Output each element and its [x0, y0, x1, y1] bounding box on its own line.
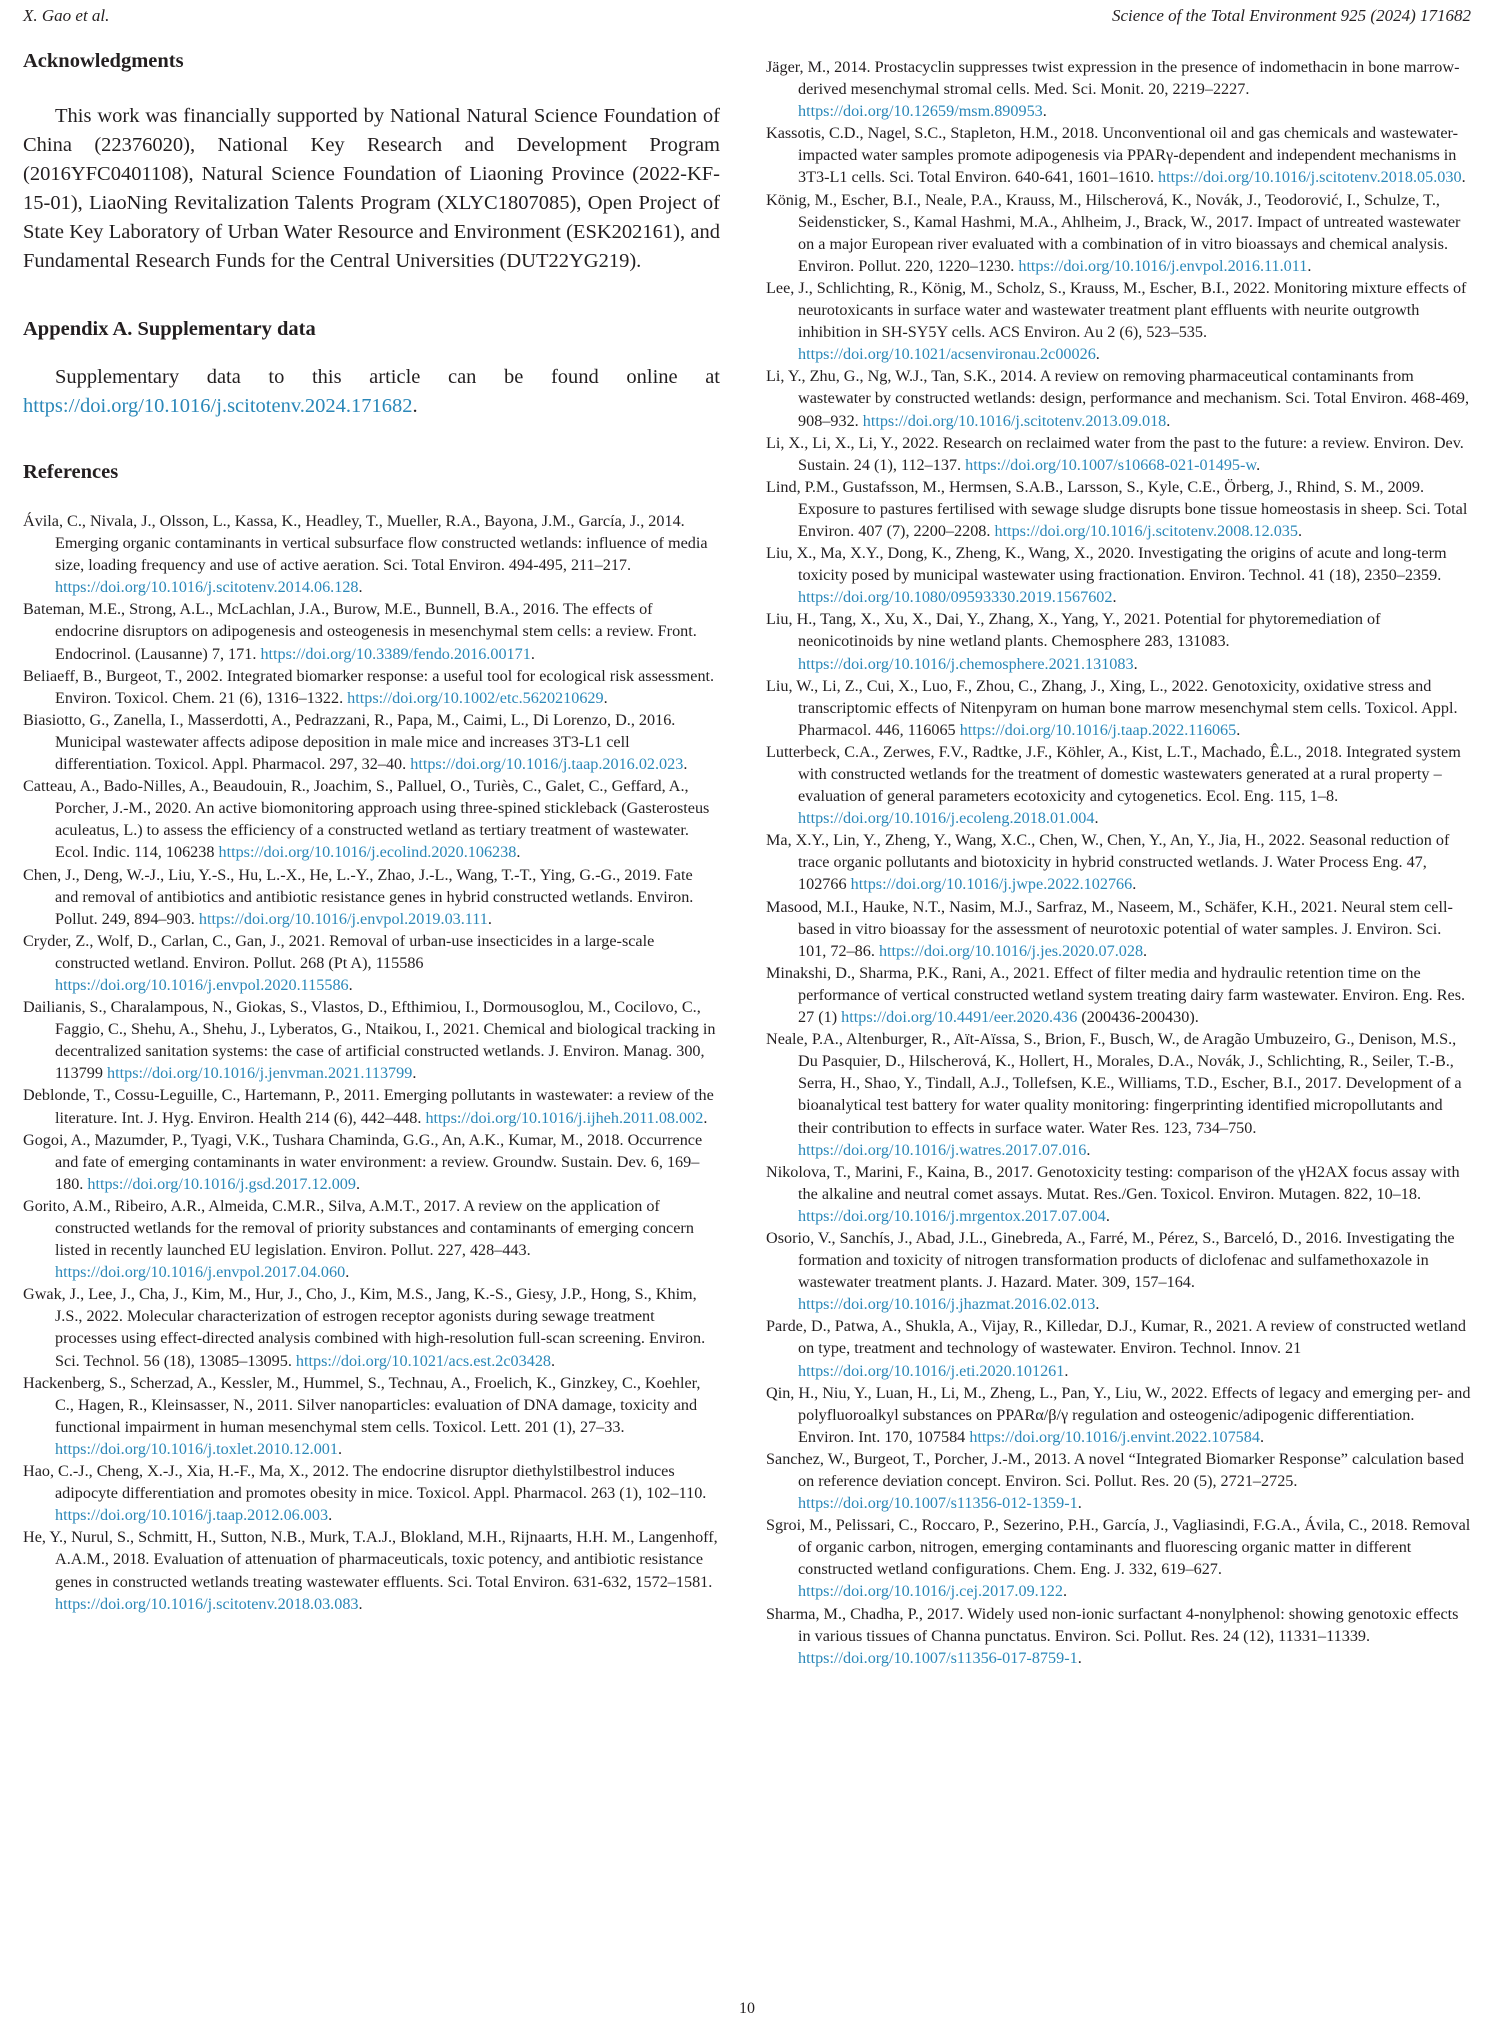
reference-doi-link[interactable]: https://doi.org/10.1021/acs.est.2c03428: [295, 1351, 552, 1370]
reference-entry: [766, 1161, 1471, 1227]
reference-entry: [23, 996, 720, 1084]
reference-entry: [766, 829, 1471, 895]
reference-text: Lee, J., Schlichting, R., König, M., Scholz, S., Krauss, M., Escher, B.I., 2022. Monitoring mixture effects of neurotoxicants in surface water and wastewater treatment plant effluents with neurite outgrowth inhibition in SH-SY5Y cells. ACS Environ. Au 2 (6), 523–535.: [766, 278, 1467, 342]
reference-text: Ávila, C., Nivala, J., Olsson, L., Kassa, K., Headley, T., Mueller, R.A., Bayona, J.M., García, J., 2014. Emerging organic contaminants in vertical subsurface flow constructed wetlands: influence of media size, loading frequency and use of active aeration. Sci. Total Environ. 494-495, 211–217.: [23, 512, 708, 575]
header-authors: X. Gao et al.: [23, 6, 110, 25]
reference-text: Gwak, J., Lee, J., Cha, J., Kim, M., Hur, J., Cho, J., Kim, M.S., Jang, K.-S., Giesy, J.P., Hong, S., Khim, J.S., 2022. Molecular characterization of estrogen receptor agonists during sewage treatment processes using effect-directed analysis combined with high-resolution full-scan screening. Environ. Sci. Technol. 56 (18), 13085–13095.: [23, 1285, 706, 1370]
reference-text: Liu, X., Ma, X.Y., Dong, K., Zheng, K., Wang, X., 2020. Investigating the origins of acute and long-term toxicity posed by municipal wastewater using fractionation. Environ. Technol. 41 (18), 2350–2359.: [766, 544, 1447, 585]
reference-entry: [766, 741, 1471, 829]
reference-text: König, M., Escher, B.I., Neale, P.A., Krauss, M., Hilscherová, K., Novák, J., Teodorović, I., Schulze, T., Seidensticker, S., Kamal Hashmi, M.A., Ahlheim, J., Brack, W., 2017. Impact of untreated wastewater on a major European river evaluated with a combination of in vitro bioassays and chemical analysis. Environ. Pollut. 220, 1220–1230.: [766, 190, 1461, 275]
reference-entry: [766, 542, 1471, 608]
reference-entry: [766, 1448, 1471, 1514]
reference-entry: [766, 1514, 1471, 1602]
reference-doi-link[interactable]: https://doi.org/10.1016/j.jwpe.2022.102766: [850, 875, 1133, 894]
reference-doi-link[interactable]: https://doi.org/10.4491/eer.2020.436: [841, 1008, 1078, 1027]
reference-doi-link[interactable]: https://doi.org/10.1016/j.chemosphere.2021.131083: [798, 654, 1134, 673]
reference-tail: .: [1256, 455, 1261, 474]
reference-text: Parde, D., Patwa, A., Shukla, A., Vijay, R., Killedar, D.J., Kumar, R., 2021. A review of constructed wetland on type, treatment and technology of wastewater. Environ. Technol. Innov. 21: [766, 1317, 1466, 1358]
reference-entry: [766, 56, 1471, 122]
reference-tail: .: [1077, 1648, 1082, 1667]
reference-doi-link[interactable]: https://doi.org/10.1016/j.envint.2022.107584: [969, 1427, 1260, 1446]
reference-tail: .: [1086, 1140, 1091, 1159]
reference-tail: .: [703, 1108, 708, 1127]
reference-doi-link[interactable]: https://doi.org/10.1016/j.scitotenv.2014.06.128: [55, 578, 359, 597]
reference-doi-link[interactable]: https://doi.org/10.1016/j.jenvman.2021.113799: [107, 1064, 413, 1083]
reference-tail: .: [338, 1439, 343, 1458]
appendix-text: [23, 363, 720, 421]
reference-text: Qin, H., Niu, Y., Luan, H., Li, M., Zheng, L., Pan, Y., Liu, W., 2022. Effects of legacy and emerging per- and polyfluoroalkyl substances on PPARα/β/γ regulation and osteogenic/adipogenic differentiation. Environ. Int. 170, 107584: [766, 1383, 1471, 1446]
reference-doi-link[interactable]: https://doi.org/10.1016/j.ecoleng.2018.01.004: [798, 809, 1095, 828]
reference-entry: [23, 1372, 720, 1460]
reference-text: Lutterbeck, C.A., Zerwes, F.V., Radtke, J.F., Köhler, A., Kist, L.T., Machado, Ê.L., 2018. Integrated system with constructed wetlands for the treatment of domestic wastewaters generated at a rural property – evaluation of general parameters ecotoxicity and cytogenetics. Ecol. Eng. 115, 1–8.: [766, 742, 1461, 806]
reference-text: Sharma, M., Chadha, P., 2017. Widely used non-ionic surfactant 4-nonylphenol: showing genotoxic effects in various tissues of Channa punctatus. Environ. Sci. Pollut. Res. 24 (12), 11331–11339.: [766, 1604, 1459, 1645]
reference-doi-link[interactable]: https://doi.org/10.1016/j.watres.2017.07.016: [798, 1140, 1087, 1159]
reference-text: Ma, X.Y., Lin, Y., Zheng, Y., Wang, X.C., Chen, W., Chen, Y., An, Y., Jia, H., 2022. Seasonal reduction of trace organic pollutants and biotoxicity in hybrid constructed wetlands. J. Water Process Eng. 47, 102766: [766, 831, 1450, 894]
reference-entry: [23, 1084, 720, 1128]
reference-doi-link[interactable]: https://doi.org/10.1016/j.envpol.2019.03.111: [198, 909, 488, 928]
reference-tail: .: [1166, 411, 1171, 430]
reference-tail: .: [1133, 654, 1138, 673]
reference-tail: (200436-200430).: [1077, 1008, 1199, 1027]
reference-tail: .: [348, 975, 353, 994]
reference-tail: .: [358, 578, 363, 597]
reference-tail: .: [1095, 1295, 1100, 1314]
reference-tail: .: [603, 688, 608, 707]
reference-entry: [766, 1382, 1471, 1448]
reference-doi-link[interactable]: https://doi.org/10.1016/j.eti.2020.101261: [798, 1361, 1065, 1380]
reference-text: Kassotis, C.D., Nagel, S.C., Stapleton, H.M., 2018. Unconventional oil and gas chemicals and wastewater-impacted water samples promote adipogenesis via PPARγ-dependent and independent mechanisms in 3T3-L1 cells. Sci. Total Environ. 640-641, 1601–1610.: [766, 124, 1459, 187]
reference-text: Masood, M.I., Hauke, N.T., Nasim, M.J., Sarfraz, M., Naseem, M., Schäfer, K.H., 2021. Neural stem cell-based in vitro bioassay for the assessment of neurotoxic potential of water samples. J. Environ. Sci. 101, 72–86.: [766, 897, 1453, 960]
reference-tail: .: [358, 1594, 363, 1613]
reference-tail: .: [1461, 168, 1466, 187]
running-header: [23, 6, 1471, 34]
reference-doi-link[interactable]: https://doi.org/10.1016/j.taap.2022.116065: [959, 720, 1237, 739]
reference-doi-link[interactable]: https://doi.org/10.1016/j.jhazmat.2016.02.013: [798, 1295, 1096, 1314]
reference-text: Nikolova, T., Marini, F., Kaina, B., 2017. Genotoxicity testing: comparison of the γH2AX focus assay with the alkaline and neutral comet assays. Mutat. Res./Gen. Toxicol. Environ. Mutagen. 822, 10–18.: [766, 1162, 1460, 1203]
reference-tail: .: [487, 909, 492, 928]
reference-entry: [766, 277, 1471, 365]
reference-entry: [766, 432, 1471, 476]
reference-text: Biasiotto, G., Zanella, I., Masserdotti, A., Pedrazzani, R., Papa, M., Caimi, L., Di Lorenzo, D., 2016. Municipal wastewater affects adipose deposition in male mice and increases 3T3-L1 cell differentiation. Toxicol. Appl. Pharmacol. 297, 32–40.: [23, 710, 676, 774]
reference-doi-link[interactable]: https://doi.org/10.1016/j.scitotenv.2018.03.083: [55, 1594, 359, 1613]
reference-tail: .: [328, 1506, 333, 1525]
acknowledgments-heading: Acknowledgments: [23, 50, 184, 72]
reference-doi-link[interactable]: https://doi.org/10.12659/msm.890953: [798, 102, 1043, 121]
reference-doi-link[interactable]: https://doi.org/10.1016/j.envpol.2017.04.060: [55, 1263, 346, 1282]
reference-text: Deblonde, T., Cossu-Leguille, C., Hartemann, P., 2011. Emerging pollutants in wastewater: a review of the literature. Int. J. Hyg. Environ. Health 214 (6), 442–448.: [23, 1086, 714, 1127]
reference-text: Gorito, A.M., Ribeiro, A.R., Almeida, C.M.R., Silva, A.M.T., 2017. A review on the application of constructed wetlands for the removal of priority substances and contaminants of emerging concern listed in recently launched EU legislation. Environ. Pollut. 227, 428–443.: [23, 1196, 694, 1260]
reference-entry: [766, 1028, 1471, 1161]
reference-entry: [23, 665, 720, 709]
reference-entry: [766, 675, 1471, 741]
reference-tail: .: [1112, 588, 1117, 607]
reference-tail: .: [683, 755, 688, 774]
reference-doi-link[interactable]: https://doi.org/10.1016/j.envpol.2020.115586: [55, 975, 349, 994]
reference-entry: [766, 476, 1471, 542]
reference-tail: .: [1236, 720, 1241, 739]
reference-doi-link[interactable]: https://doi.org/10.1016/j.taap.2012.06.003: [55, 1506, 329, 1525]
reference-entry: [766, 1603, 1471, 1669]
reference-doi-link[interactable]: https://doi.org/10.1007/s11356-017-8759-1: [798, 1648, 1078, 1667]
reference-doi-link[interactable]: https://doi.org/10.1016/j.ijheh.2011.08.002: [425, 1108, 704, 1127]
reference-text: Hao, C.-J., Cheng, X.-J., Xia, H.-F., Ma, X., 2012. The endocrine disruptor diethylstilbestrol induces adipocyte differentiation and promotes obesity in mice. Toxicol. Appl. Pharmacol. 263 (1), 102–110.: [23, 1462, 707, 1503]
reference-text: Neale, P.A., Altenburger, R., Aït-Aïssa, S., Brion, F., Busch, W., de Aragão Umbuzeiro, G., Denison, M.S., Du Pasquier, D., Hilscherová, K., Hollert, H., Morales, D.A., Novák, J., Schlichting, R., Seiler, T.-B., Serra, H., Shao, Y., Tindall, A.J., Tollefsen, K.E., Williams, T.D., Escher, B.I., 2017. Development of a bioanalytical test battery for water quality monitoring: fingerprinting identified micropollutants and their contribution to effects in surface water. Water Res. 123, 734–750.: [766, 1030, 1462, 1137]
reference-tail: .: [345, 1263, 350, 1282]
reference-doi-link[interactable]: https://doi.org/10.1016/j.jes.2020.07.028: [878, 941, 1144, 960]
reference-text: He, Y., Nurul, S., Schmitt, H., Sutton, N.B., Murk, T.A.J., Blokland, M.H., Rijnaarts, H.H. M., Langenhoff, A.A.M., 2018. Evaluation of attenuation of pharmaceuticals, toxic potency, and antibiotic resistance genes in constructed wetlands treating wastewater effluents. Sci. Total Environ. 631-632, 1572–1581.: [23, 1528, 718, 1591]
reference-text: Dailianis, S., Charalampous, N., Giokas, S., Vlastos, D., Efthimiou, I., Dormousoglou, M., Cocilovo, C., Faggio, C., Shehu, A., Shehu, J., Lyberatos, G., Ntaikou, I., 2021. Chemical and biological tracking in decentralized sanitation systems: the case of artificial constructed wetlands. J. Environ. Manag. 300, 113799: [23, 998, 716, 1083]
reference-tail: .: [1095, 345, 1100, 364]
appendix-text-end: .: [412, 395, 418, 417]
reference-tail: .: [516, 843, 521, 862]
header-journal: Science of the Total Environment 925 (2024) 171682: [1112, 6, 1471, 25]
reference-text: Cryder, Z., Wolf, D., Carlan, C., Gan, J., 2021. Removal of urban-use insecticides in a large-scale constructed wetland. Environ. Pollut. 268 (Pt A), 115586: [23, 931, 655, 972]
reference-tail: .: [1064, 1361, 1069, 1380]
reference-entry: [766, 1315, 1471, 1381]
reference-tail: .: [551, 1351, 556, 1370]
reference-doi-link[interactable]: https://doi.org/10.1016/j.scitotenv.2018.05.030: [1158, 168, 1462, 187]
reference-doi-link[interactable]: https://doi.org/10.1016/j.taap.2016.02.023: [410, 755, 684, 774]
reference-tail: .: [1132, 875, 1137, 894]
reference-text: Jäger, M., 2014. Prostacyclin suppresses twist expression in the presence of indomethacin in bone marrow-derived mesenchymal stromal cells. Med. Sci. Monit. 20, 2219–2227.: [766, 58, 1460, 99]
reference-entry: [23, 1129, 720, 1195]
reference-tail: .: [1063, 1582, 1068, 1601]
reference-text: Lind, P.M., Gustafsson, M., Hermsen, S.A.B., Larsson, S., Kyle, C.E., Örberg, J., Rhind, S. M., 2009. Exposure to pastures fertilised with sewage sludge disrupts bone tissue homeostasis in sheep. Sci. Total Environ. 407 (7), 2200–2208.: [766, 477, 1468, 540]
left-column: [23, 50, 720, 1615]
reference-entry: [23, 1526, 720, 1614]
reference-entry: [23, 864, 720, 930]
reference-entry: [766, 962, 1471, 1028]
reference-tail: .: [412, 1064, 417, 1083]
reference-text: Minakshi, D., Sharma, P.K., Rani, A., 2021. Effect of filter media and hydraulic retention time on the performance of vertical constructed wetland system treating dairy farm wastewater. Environ. Eng. Res. 27 (1): [766, 963, 1466, 1027]
reference-entry: [23, 1460, 720, 1526]
reference-doi-link[interactable]: https://doi.org/10.1002/etc.5620210629: [347, 688, 604, 707]
reference-doi-link[interactable]: https://doi.org/10.1016/j.cej.2017.09.122: [798, 1582, 1063, 1601]
reference-tail: .: [1307, 256, 1312, 275]
reference-entry: [766, 365, 1471, 431]
reference-text: Osorio, V., Sanchís, J., Abad, J.L., Ginebreda, A., Farré, M., Pérez, S., Barceló, D., 2016. Investigating the formation and toxicity of nitrogen transformation products of diclofenac and sulfamethoxazole in wastewater treatment plants. J. Hazard. Mater. 309, 157–164.: [766, 1228, 1455, 1292]
reference-text: Hackenberg, S., Scherzad, A., Kessler, M., Hummel, S., Technau, A., Froelich, K., Ginzkey, C., Koehler, C., Hagen, R., Kleinsasser, N., 2011. Silver nanoparticles: evaluation of DNA damage, toxicity and functional impairment in human mesenchymal stem cells. Toxicol. Lett. 201 (1), 27–33.: [23, 1373, 701, 1436]
reference-tail: .: [1077, 1494, 1082, 1513]
reference-tail: .: [356, 1174, 361, 1193]
reference-doi-link[interactable]: https://doi.org/10.1016/j.ecolind.2020.106238: [218, 843, 517, 862]
reference-text: Li, X., Li, X., Li, Y., 2022. Research on reclaimed water from the past to the future: a review. Environ. Dev. Sustain. 24 (1), 112–137.: [766, 433, 1464, 474]
reference-doi-link[interactable]: https://doi.org/10.1016/j.gsd.2017.12.009: [87, 1174, 356, 1193]
reference-tail: .: [1105, 1206, 1110, 1225]
reference-entry: [766, 1227, 1471, 1315]
supplementary-link[interactable]: https://doi.org/10.1016/j.scitotenv.2024.171682: [23, 395, 413, 417]
references-list-left: [23, 510, 720, 1615]
appendix-text-body: Supplementary data to this article can be found online at: [55, 366, 720, 388]
reference-text: Catteau, A., Bado-Nilles, A., Beaudouin, R., Joachim, S., Palluel, O., Turiès, C., Galet, C., Geffard, A., Porcher, J.-M., 2020. An active biomonitoring approach using three-spined stickleback (Gasterosteus aculeatus, L.) to assess the efficiency of a constructed wetland as tertiary treatment of wastewater. Ecol. Indic. 114, 106238: [23, 777, 710, 862]
reference-entry: [766, 608, 1471, 674]
appendix-heading: Appendix A. Supplementary data: [23, 318, 316, 340]
reference-tail: .: [530, 644, 535, 663]
reference-doi-link[interactable]: https://doi.org/10.1016/j.toxlet.2010.12.001: [55, 1439, 338, 1458]
reference-tail: .: [1042, 102, 1047, 121]
reference-tail: .: [1259, 1427, 1264, 1446]
reference-entry: [23, 930, 720, 996]
reference-tail: .: [1143, 941, 1148, 960]
reference-text: Li, Y., Zhu, G., Ng, W.J., Tan, S.K., 2014. A review on removing pharmaceutical contaminants from wastewater by constructed wetlands: design, performance and mechanism. Sci. Total Environ. 468-469, 908–932.: [766, 367, 1470, 430]
reference-doi-link[interactable]: https://doi.org/10.1016/j.envpol.2016.11.011: [1018, 256, 1308, 275]
page-number: 10: [739, 2000, 755, 2017]
right-column: [766, 56, 1471, 1669]
reference-entry: [23, 510, 720, 598]
references-heading: References: [23, 461, 119, 483]
reference-doi-link[interactable]: https://doi.org/10.1016/j.mrgentox.2017.07.004: [798, 1206, 1106, 1225]
reference-entry: [766, 896, 1471, 962]
reference-text: Liu, H., Tang, X., Xu, X., Dai, Y., Zhang, X., Yang, Y., 2021. Potential for phytoremediation of neonicotinoids by nine wetland plants. Chemosphere 283, 131083.: [766, 610, 1381, 651]
reference-tail: .: [1298, 521, 1303, 540]
reference-text: Gogoi, A., Mazumder, P., Tyagi, V.K., Tushara Chaminda, G.G., An, A.K., Kumar, M., 2018. Occurrence and fate of emerging contaminants in water environment: a review. Groundw. Sustain. Dev. 6, 169–180.: [23, 1130, 703, 1193]
reference-entry: [766, 122, 1471, 188]
acknowledgments-text: This work was financially supported by National Natural Science Foundation of China (22376020), National Key Research and Development Program (2016YFC0401108), Natural Science Foundation of Liaoning Province (2022-KF-15-01), LiaoNing Revitalization Talents Program (XLYC1807085), Open Project of State Key Laboratory of Urban Water Resource and Environment (ESK202161), and Fundamental Research Funds for the Central Universities (DUT22YG219).: [23, 105, 720, 272]
reference-doi-link[interactable]: https://doi.org/10.1021/acsenvironau.2c00026: [798, 345, 1096, 364]
reference-entry: [23, 598, 720, 664]
reference-text: Chen, J., Deng, W.-J., Liu, Y.-S., Hu, L.-X., He, L.-Y., Zhao, J.-L., Wang, T.-T., Ying, G.-G., 2019. Fate and removal of antibiotics and antibiotic resistance genes in hybrid constructed wetlands. Environ. Pollut. 249, 894–903.: [23, 865, 694, 928]
reference-doi-link[interactable]: https://doi.org/10.1007/s10668-021-01495-w: [965, 455, 1257, 474]
reference-tail: .: [1094, 809, 1099, 828]
reference-doi-link[interactable]: https://doi.org/10.1016/j.scitotenv.2013.09.018: [862, 411, 1167, 430]
reference-text: Bateman, M.E., Strong, A.L., McLachlan, J.A., Burow, M.E., Bunnell, B.A., 2016. The effects of endocrine disruptors on adipogenesis and osteogenesis in mesenchymal stem cells: a review. Front. Endocrinol. (Lausanne) 7, 171.: [23, 600, 697, 663]
reference-doi-link[interactable]: https://doi.org/10.1007/s11356-012-1359-1: [798, 1494, 1078, 1513]
reference-text: Sgroi, M., Pelissari, C., Roccaro, P., Sezerino, P.H., García, J., Vagliasindi, F.G.A., Ávila, C., 2018. Removal of organic carbon, nitrogen, emerging contaminants and fluorescing organic matter in different constructed wetland configurations. Chem. Eng. J. 332, 619–627.: [766, 1516, 1471, 1579]
reference-entry: [766, 189, 1471, 277]
reference-doi-link[interactable]: https://doi.org/10.1016/j.scitotenv.2008.12.035: [994, 521, 1298, 540]
reference-entry: [23, 775, 720, 863]
references-list-right: [766, 56, 1471, 1669]
reference-doi-link[interactable]: https://doi.org/10.1080/09593330.2019.1567602: [798, 588, 1113, 607]
reference-text: Beliaeff, B., Burgeot, T., 2002. Integrated biomarker response: a useful tool for ecological risk assessment. Environ. Toxicol. Chem. 21 (6), 1316–1322.: [23, 666, 715, 707]
reference-entry: [23, 709, 720, 775]
reference-text: Sanchez, W., Burgeot, T., Porcher, J.-M., 2013. A novel “Integrated Biomarker Response” calculation based on reference deviation concept. Environ. Sci. Pollut. Res. 20 (5), 2721–2725.: [766, 1449, 1464, 1490]
reference-text: Liu, W., Li, Z., Cui, X., Luo, F., Zhou, C., Zhang, J., Xing, L., 2022. Genotoxicity, oxidative stress and transcriptomic effects of Nitenpyram on human bone marrow mesenchymal stem cells. Toxicol. Appl. Pharmacol. 446, 116065: [766, 676, 1458, 739]
reference-entry: [23, 1195, 720, 1283]
reference-doi-link[interactable]: https://doi.org/10.3389/fendo.2016.00171: [260, 644, 531, 663]
reference-entry: [23, 1283, 720, 1371]
